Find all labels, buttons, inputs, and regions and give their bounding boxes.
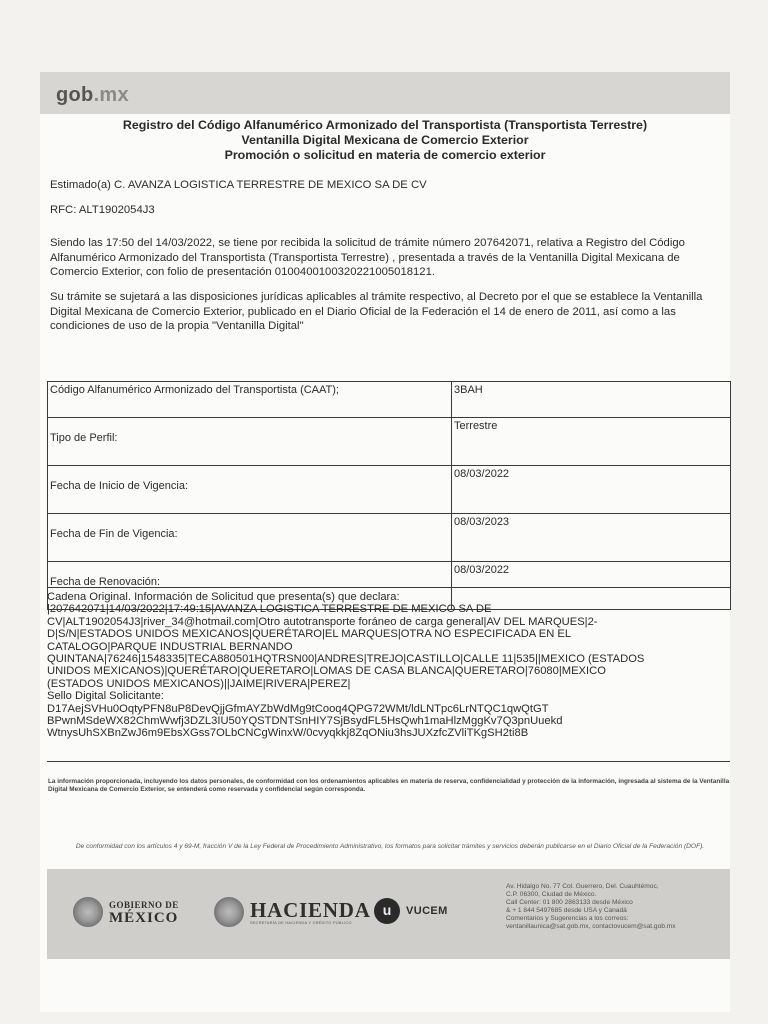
contact-line: ventanillaunica@sat.gob.mx, contactovucem@sat.gob.mx [506, 923, 676, 930]
vucem-circle-icon: u [374, 898, 400, 924]
gob-logo-line-1: GOBIERNO DE [109, 900, 179, 910]
table-row [48, 466, 731, 514]
greeting: Estimado(a) C. AVANZA LOGISTICA TERRESTRE DE MEXICO SA DE CV [50, 179, 427, 191]
table-row [48, 514, 731, 562]
table-row [48, 382, 731, 418]
coat-of-arms-icon [73, 897, 103, 927]
footer-band [47, 869, 730, 959]
receipt-paragraph: Siendo las 17:50 del 14/03/2022, se tiene por recibida la solicitud de trámite número 207642071, relativa a Registro del Código Alfanumérico Armonizado del Transportista (Transportista Terrestre) , presentada a través de la Ventanilla Digital Mexicana de Comercio Exterior, con folio de presentación 0100400100320221005018121. [50, 237, 685, 278]
logo-main-text: gob [56, 84, 94, 106]
cadena-line: D|S/N|ESTADOS UNIDOS MEXICANOS|QUERÉTARO|EL MARQUES|OTRA NO ESPECIFICADA EN EL [47, 628, 572, 641]
details-table [47, 381, 731, 610]
logo-suffix-text: .mx [93, 84, 129, 106]
divider-bottom [47, 761, 730, 762]
sello-line: WtnysUhSXBnZwJ6m9EbsXGss7OLbCNCgWinxW/0cvyqkkj8ZqONiu3hsJUXzfcZVliTKgSH2ti8B [47, 727, 529, 740]
sello-label: Sello Digital Solicitante: [47, 690, 164, 703]
contact-line: C.P. 06300, Ciudad de México. [506, 891, 597, 898]
row-value-inicio: 08/03/2022 [452, 466, 731, 514]
gobierno-mexico-logo [73, 897, 179, 927]
gob-logo-line-2: MÉXICO [109, 910, 179, 926]
cadena-line: UNIDOS MEXICANOS)|QUERÉTARO|QUERETARO|LOMAS DE CASA BLANCA|QUERETARO|76080|MEXICO [47, 665, 606, 678]
vucem-logo-text: VUCEM [406, 905, 448, 917]
title-line-1: Registro del Código Alfanumérico Armonizado del Transportista (Transportista Terrestre) [122, 118, 648, 132]
legal-paragraph: Su trámite se sujetará a las disposiciones jurídicas aplicables al trámite respectivo, al Decreto por el que se establece la Ventanilla Digital Mexicana de Comercio Exterior, publicado en el Diario Oficial de la Federación el 14 de enero de 2011, así como a las condiciones de uso de la propia "Ventanilla Digital" [50, 291, 703, 332]
cadena-line: CV|ALT1902054J3|river_34@hotmail.com|Otro autotransporte foráneo de carga general|AV DEL MARQUES|2- [47, 615, 598, 628]
contact-line: Call Center: 01 800 2863133 desde México [506, 899, 633, 906]
contact-line: & + 1 844 5497685 desde USA y Canadá [506, 907, 627, 914]
document-page [40, 72, 730, 1012]
rfc-line: RFC: ALT1902054J3 [50, 204, 155, 216]
cadena-line: |207642071|14/03/2022|17:49:15|AVANZA LOGISTICA TERRESTRE DE MEXICO SA DE [47, 603, 492, 616]
divider-top [47, 587, 730, 588]
legal-footnote: De conformidad con los artículos 4 y 69-M, fracción V de la Ley Federal de Procedimiento Administrativo, los formatos para solicitar trámites y servicios deberán publicarse en el Diario Oficial de la Federación (DOF). [75, 843, 705, 850]
row-label-fin: Fecha de Fin de Vigencia: [48, 514, 452, 562]
hacienda-logo-subtext: SECRETARÍA DE HACIENDA Y CRÉDITO PÚBLICO [250, 921, 352, 925]
row-value-fin: 08/03/2023 [452, 514, 731, 562]
hacienda-logo [214, 897, 371, 927]
cadena-line: QUINTANA|76246|1548335|TECA880501HQTRSN00|ANDRES|TREJO|CASTILLO|CALLE 11|535||MEXICO (ESTADOS [47, 653, 645, 666]
gob-mx-logo [56, 84, 129, 107]
contact-info [506, 883, 726, 931]
row-label-inicio: Fecha de Inicio de Vigencia: [48, 466, 452, 514]
table-row [48, 418, 731, 466]
row-value-perfil: Terrestre [452, 418, 731, 466]
confidentiality-notice: La información proporcionada, incluyendo los datos personales, de conformidad con los ordenamientos aplicables en materia de reserva, confidencialidad y protección de la información, ingresada al sistema de la Ventanilla Digital Mexicana de Comercio Exterior, se entenderá como reservada y confidencial según corresponda. [48, 778, 730, 793]
contact-line: Comentarios y Sugerencias a los correos: [506, 915, 629, 922]
row-label-renovacion: Fecha de Renovación: [48, 562, 452, 610]
coat-of-arms-icon [214, 897, 244, 927]
title-line-2: Ventanilla Digital Mexicana de Comercio Exterior [241, 133, 529, 147]
cadena-original [47, 591, 727, 740]
row-value-caat: 3BAH [452, 382, 731, 418]
row-value-renovacion: 08/03/2022 [452, 562, 731, 610]
vucem-logo [374, 898, 448, 924]
row-label-perfil: Tipo de Perfil: [48, 418, 452, 466]
cadena-line: CATALOGO|PARQUE INDUSTRIAL BERNANDO [47, 640, 293, 653]
sello-line: BPwnMSdeWX82ChmWwfj3DZL3IU50YQSTDNTSnHIY7SjBsydFL5HsQwh1maHlzMggKv7Q3pnUuekd [47, 715, 563, 728]
header-band [40, 72, 730, 114]
cadena-line: (ESTADOS UNIDOS MEXICANOS)||JAIME|RIVERA|PEREZ| [47, 677, 351, 690]
contact-line: Av. Hidalgo No. 77 Col. Guerrero, Del. Cuauhtémoc, [506, 883, 659, 890]
hacienda-logo-text: HACIENDA [250, 898, 371, 922]
sello-line: D17AejSVHu0OqtyPFN8uP8DevQjjGfmAYZbWdMg9tCooq4QPG72WMt/ldLNTpc6LrNTQC1qwQtGT [47, 702, 549, 715]
document-titles [40, 118, 730, 163]
row-label-caat: Código Alfanumérico Armonizado del Transportista (CAAT); [48, 382, 452, 418]
title-line-3: Promoción o solicitud en materia de comercio exterior [224, 148, 546, 162]
cadena-heading: Cadena Original. Información de Solicitud que presenta(s) que declara: [47, 591, 400, 603]
